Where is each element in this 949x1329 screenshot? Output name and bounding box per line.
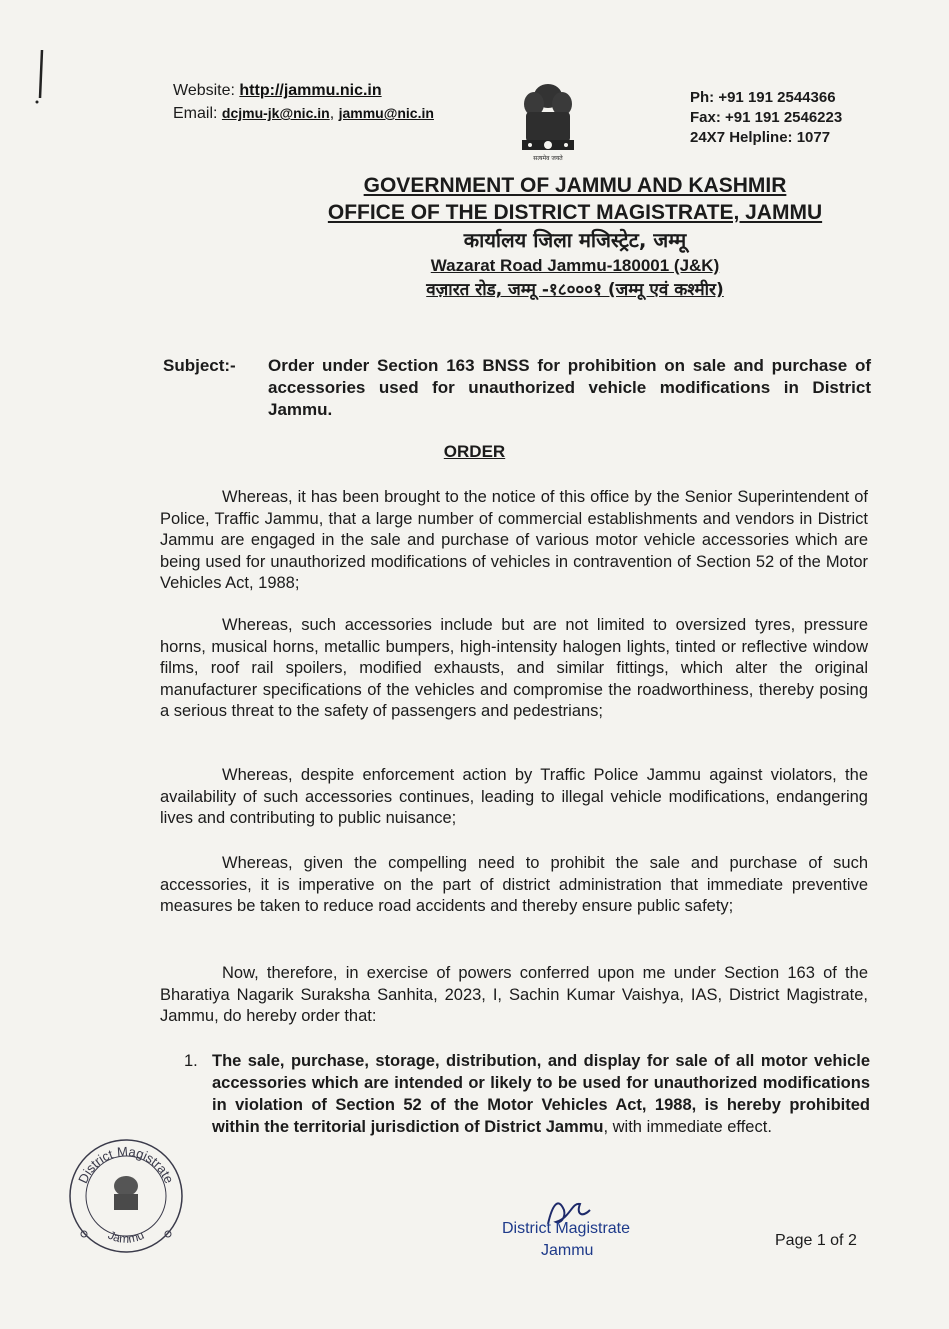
office-title-hindi: कार्यालय जिला मजिस्ट्रेट, जम्मू <box>463 228 687 252</box>
svg-text:Jammu: Jammu <box>105 1227 147 1246</box>
office-title: OFFICE OF THE DISTRICT MAGISTRATE, JAMMU <box>327 201 823 224</box>
item-normal-text: , with immediate effect. <box>603 1118 772 1136</box>
address: Wazarat Road Jammu-180001 (J&K) <box>430 256 720 275</box>
fax: Fax: +91 191 2546223 <box>690 109 843 126</box>
address-hindi: वज़ारत रोड, जम्मू -१८०००१ (जम्मू एवं कश्मीर) <box>426 280 724 300</box>
paragraph-2: Whereas, such accessories include but are not limited to oversized tyres, pressure horns, musical horns, metallic bumpers, high-intensity halogen lights, tinted or reflective window films, roof rail spoilers, modified exhausts, and similar fittings, which alter the original manufacturer specifications of the vehicles and compromise the roadworthiness, thereby posing a serious threat to the safety of passengers and pedestrians; <box>160 616 868 720</box>
govt-title: GOVERNMENT OF JAMMU AND KASHMIR <box>363 174 787 197</box>
item-bold-text: The sale, purchase, storage, distribution, and display for sale of all motor vehicle accessories which are intended or likely to be used for unauthorized modifications in violation of Section 52 of the Motor Vehicles Act, 1988, is hereby prohibited within the territorial jurisdiction of District Jammu <box>212 1052 870 1136</box>
phone: Ph: +91 191 2544366 <box>690 89 836 106</box>
item-number: 1. <box>184 1052 198 1070</box>
website-line: Website: http://jammu.nic.in <box>173 82 382 99</box>
paragraph-4: Whereas, given the compelling need to prohibit the sale and purchase of such accessories, it is imperative on the part of district administration that immediate preventive measures be taken to reduce road accidents and thereby ensure public safety; <box>160 854 868 915</box>
website-link[interactable]: http://jammu.nic.in <box>239 82 382 99</box>
svg-text:District Magistrate: District Magistrate <box>75 1143 177 1186</box>
subject-block <box>163 355 871 421</box>
margin-mark <box>34 48 48 108</box>
contact-left <box>173 80 434 125</box>
contact-right <box>690 88 842 148</box>
signatory-place: Jammu <box>541 1242 594 1259</box>
page-number: Page 1 of 2 <box>775 1232 857 1249</box>
order-item-1 <box>184 1050 870 1138</box>
subject-text: Order under Section 163 BNSS for prohibition on sale and purchase of accessories used for unauthorized vehicle modifications in District Jammu. <box>268 356 871 419</box>
helpline: 24X7 Helpline: 1077 <box>690 129 831 146</box>
emblem-icon <box>512 76 584 164</box>
email-link-1[interactable]: dcjmu-jk@nic.in <box>221 105 330 121</box>
paragraph-5: Now, therefore, in exercise of powers conferred upon me under Section 163 of the Bharatiya Nagarik Suraksha Sanhita, 2023, I, Sachin Kumar Vaishya, IAS, District Magistrate, Jammu, do hereby order that: <box>160 964 868 1025</box>
email-link-2[interactable]: jammu@nic.in <box>338 105 434 121</box>
svg-text:सत्यमेव जयते: सत्यमेव जयते <box>533 155 563 162</box>
subject-label: Subject:- <box>163 356 236 375</box>
letterhead-titles <box>180 172 949 302</box>
paragraph-3: Whereas, despite enforcement action by Traffic Police Jammu against violators, the availability of such accessories continues, leading to illegal vehicle modifications, endangering lives and contributing to public nuisance; <box>160 766 868 827</box>
signatory-title: District Magistrate <box>502 1220 631 1237</box>
email-line: Email: dcjmu-jk@nic.in, jammu@nic.in <box>173 105 434 122</box>
paragraph-1: Whereas, it has been brought to the notice of this office by the Senior Superintendent of Police, Traffic Jammu, that a large number of commercial establishments and vendors in District Jammu are engaged in the sale and purchase of various motor vehicle accessories which are being used for unauthorized modifications of vehicles in contravention of Section 52 of the Motor Vehicles Act, 1988; <box>160 488 868 592</box>
official-seal <box>66 1136 186 1256</box>
national-emblem <box>512 76 584 164</box>
order-heading: ORDER <box>443 442 506 461</box>
